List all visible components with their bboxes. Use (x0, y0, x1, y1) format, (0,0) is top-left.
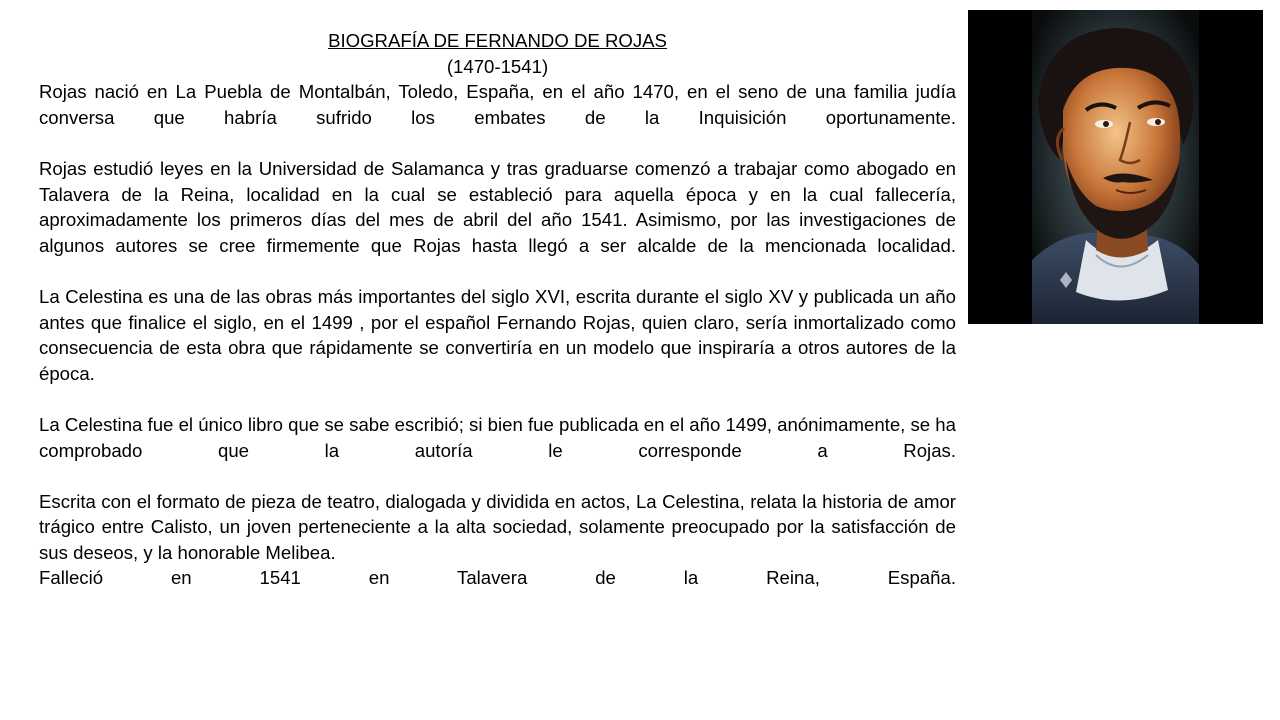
portrait-image (968, 10, 1263, 324)
paragraph-authorship: La Celestina fue el único libro que se sabe escribió; si bien fue publicada en el año 1499, anónimamente, se ha comprobado que la autoría le corresponde a Rojas. (39, 413, 956, 461)
paragraph-death: Falleció en 1541 en Talavera de la Reina, España. (39, 567, 956, 589)
biography-text (39, 28, 956, 591)
paragraph-studies: Rojas estudió leyes en la Universidad de Salamanca y tras graduarse comenzó a trabajar como abogado en Talavera de la Reina, localidad en la cual se estableció para aquella época y en la cual fallecería, aproximadamente los primeros días del mes de abril del año 1541. Asimismo, por las investigaciones de algunos autores se cree firmemente que Rojas hasta llegó a ser alcalde de la mencionada localidad. (39, 157, 956, 256)
document-dates: (1470-1541) (446, 55, 549, 77)
paragraph-celestina: La Celestina es una de las obras más importantes del siglo XVI, escrita durante el siglo XV y publicada un año antes que finalice el siglo, en el 1499 , por el español Fernando Rojas, quien claro, sería inmortalizado como consecuencia de esta obra que rápidamente se convertiría en un modelo que inspiraría a otros autores de la época. (39, 285, 956, 384)
paragraph-plot: Escrita con el formato de pieza de teatro, dialogada y dividida en actos, La Celestina, relata la historia de amor trágico entre Calisto, un joven perteneciente a la alta sociedad, solamente preocupado por la satisfacción de sus deseos, y la honorable Melibea. (39, 490, 956, 563)
paragraph-birth: Rojas nació en La Puebla de Montalbán, Toledo, España, en el año 1470, en el seno de una familia judía conversa que habría sufrido los embates de la Inquisición oportunamente. (39, 81, 956, 128)
portrait-fernando-de-rojas-icon (968, 10, 1263, 324)
document-title: BIOGRAFÍA DE FERNANDO DE ROJAS (328, 30, 667, 51)
